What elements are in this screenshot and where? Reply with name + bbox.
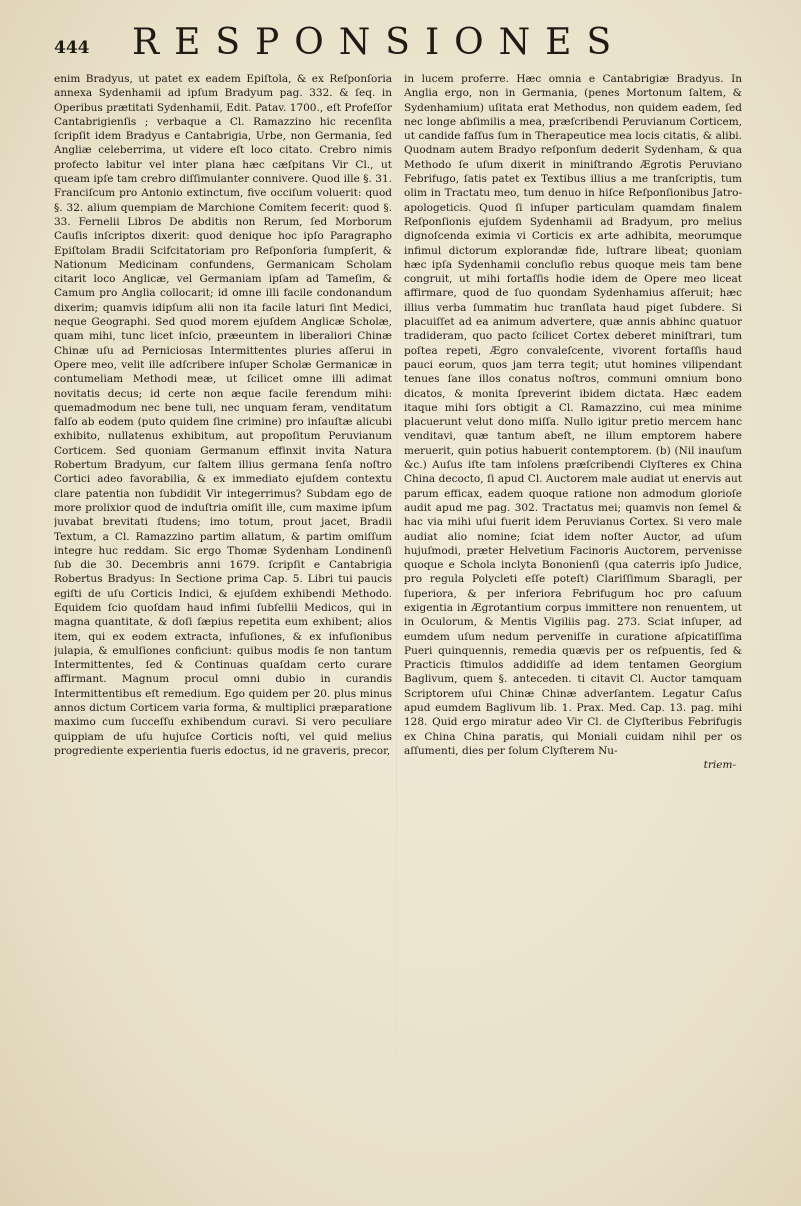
column-gutter xyxy=(396,80,397,1180)
left-column-text: enim Bradyus, ut patet ex eadem Epiſtola, & ex Reſponſoria annexa Sydenhamii ad ipſum Bradyum pag. 332. & ſeq. in Operibus prætitati Sydenhamii, Edit. Patav. 1700., eſt Profeſſor Cantabrigienſis ; verbaque a Cl. Ramazzino hic recenſita ſcripſit idem Bradyus e Cantabrigia, Urbe, non Germania, ſed Angliæ celeberrima, ut videre eſt loco citato. Crebro nimis profecto labitur vel inter plana hæc cæſpitans Vir Cl., ut queam ipſe tam crebro diſſimulanter connivere. Quod ille §. 31. Franciſcum pro Antonio extinctum, five occiſum voluerit: quod §. 32. alium quempiam de Marchione Comitem fecerit: quod §. 33. Fernelii Libros De abditis non Rerum, ſed Morborum Cauſis inſcriptos dixerit: quod denique hoc ipſo Paragrapho Epiſtolam Bradii Scifcitatoriam pro Reſponſoria ſumpſerit, & Nationum Medicinam confundens, Germanicam Scholam citarit loco Anglicæ, vel Germaniam ipſam ad Tameſim, & Camum pro Anglia collocarit; id omne illi facile condonandum dixerim; quamvis idipſum alii non ita facile laturi ſint Medici, neque Geographi. Sed quod morem ejuſdem Anglicæ Scholæ, quam mihi, tunc licet inſcio, præeuntem in liberaliori Chinæ Chinæ uſu ad Perniciosas Intermittentes pluries aſſerui in Opere meo, velit ille adſcribere inſuper Scholæ Germanicæ in contumeliam Methodi meæ, ut ſcilicet omne illi adimat novitatis decus; id certe non æque facile ferendum mihi: quemadmodum nec bene tuli, nec unquam feram, venditatum falſo ab eodem (puto quidem ſine crimine) pro inſauſtæ alicubi exhibito, nullatenus exhibitum, aut propoſitum Peruvianum Corticem. Sed quoniam Germanum effinxit invita Natura Robertum Bradyum, cur ſaltem illius germana ſenſa noſtro Cortici adeo favorabilia, & ex immediato ejuſdem contextu clare patentia non ſubdidit Vir integerrimus? Subdam ego de more prolixior quod de induſtria omiſit ille, cum maxime ipſum juvabat brevitati ſtudens; imo totum, prout jacet, Bradii Textum, a Cl. Ramazzino partim allatum, & partim omiſſum integre huc reddam. Sic ergo Thomæ Sydenham Londinenſi ſub die 30. Decembris anni 1679. ſcripſit e Cantabrigia Robertus Bradyus: In Sectione prima Cap. 5. Libri tui paucis egiſti de uſu Corticis Indici, & ejuſdem exhibendi Methodo. Equidem ſcio quoſdam haud infimi ſubſellii Medicos, qui in magna quantitate, & doſi ſæpius repetita eum exhibent; alios item, qui ex eodem extracta, infuſiones, & ex infuſionibus julapia, & emulſiones conficiunt: quibus modis ſe non tantum Intermittentes, ſed & Continuas quaſdam certo curare affirmant. Magnum procul omni dubio in curandis Intermittentibus eſt remedium. Ego quidem per 20. plus minus annos dictum Corticem varia forma, & multiplici præparatione maximo cum ſucceſſu exhibendum curavi. Si vero peculiare quippiam de uſu hujuſce Corticis noſti, vel quid melius progrediente experientia fueris edoctus, id ne graveris, precor, xyxy=(54,73,392,757)
right-column-text: in lucem proferre. Hæc omnia e Cantabrigiæ Bradyus. In Anglia ergo, non in Germania, (penes Mortonum ſaltem, & Sydenhamium) uſitata erat Methodus, non quidem eadem, ſed nec longe abſimilis a mea, præſcribendi Peruvianum Corticem, ut candide faſſus ſum in Therapeutice mea locis citatis, & alibi. Quodnam autem Bradyo reſponſum dederit Sydenham, & qua Methodo ſe uſum dixerit in miniſtrando Ægrotis Peruviano Febrifugo, ſatis patet ex Textibus illius a me tranſcriptis, tum olim in Tractatu meo, tum denuo in hiſce Reſponſionibus Jatro-apologeticis. Quod ſi inſuper particulam quamdam finalem Reſponſionis ejuſdem Sydenhamii ad Bradyum, pro melius dignoſcenda eximia vi Corticis ex arte adhibita, meorumque infimul dictorum explorandæ fide, luſtrare libeat; quoniam hæc ipſa Sydenhamii concluſio rebus quoque meis tam bene congruit, ut mihi fortaſſis hodie idem de Opere meo liceat affirmare, quod de ſuo quondam Sydenhamius aſſeruit; hæc illius verba ſummatim huc tranſlata haud piget ſubdere. Si placuiſſet ad ea animum advertere, quæ annis abhinc quatuor tradideram, quo pacto ſcilicet Cortex deberet miniſtrari, tum poſtea repeti, Ægro convaleſcente, vivorent fortaſſis haud pauci eorum, quos jam terra tegit; utut homines vilipendant tenues ſane illos conatus noſtros, communi omnium bono dicatos, & monita ſpreverint ibidem dictata. Hæc eadem itaque mihi ſors obtigit a Cl. Ramazzino, cui mea minime placuerunt velut dono miſſa. Nullo igitur pretio mercem hanc venditavi, quæ tantum abeſt, ne illum emptorem habere meruerit, quin potius habuerit contemptorem. (b) (Nil inauſum &c.) Auſus iſte tam inſolens præſcribendi Clyſteres ex China China decocto, ſi apud Cl. Auctorem male audiat ut enervis aut parum efficax, eadem quoque ratione non admodum glorioſe audit apud me pag. 302. Tractatus mei; quamvis non ſemel & hac via mihi uſui fuerit idem Peruvianus Cortex. Si vero male audiat alio nomine; ſciat idem noſter Auctor, ad uſum hujuſmodi, præter Helvetium Facinoris Auctorem, pervenisse quoque e Schola inclyta Bononienſi (qua caterris ipſo Judice, pro regula Polycleti eſſe poteſt) Clariſſimum Sbaragli, per ſuperiora, & per inferiora Febrifugum hoc pro caſuum exigentia in Ægrotantium corpus immittere non renuentem, ut in Oculorum, & Mentis Vigiliis pag. 273. Sciat inſuper, ad eumdem uſum nedum perveniſſe in curatione aſpicatiſſima Pueri quinquennis, remedia quævis per os reſpuentis, ſed & Practicis ſtimulos addidiſſe ad idem tentamen Georgium Baglivum, quem §. anteceden. ti citavit Cl. Auctor tamquam Scriptorem uſui Chinæ Chinæ adverſantem. Legatur Caſus apud eumdem Baglivum lib. 1. Prax. Med. Cap. 13. pag. mihi 128. Quid ergo miratur adeo Vir Cl. de Clyſteribus Febrifugis ex China China paratis, qui Moniali cuidam nihil per os aſſumenti, dies per ſolum Clyſterem Nu- xyxy=(404,73,742,757)
page-number: 444 xyxy=(54,38,90,58)
catchword: triem- xyxy=(703,759,736,772)
left-text-column xyxy=(54,72,392,1184)
right-text-column xyxy=(404,72,742,1192)
page-header xyxy=(54,22,761,66)
running-title: RESPONSIONES xyxy=(132,22,627,63)
